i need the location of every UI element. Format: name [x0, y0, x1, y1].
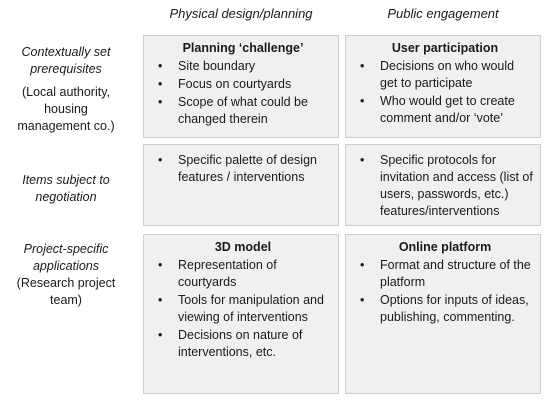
list-item-text: Format and structure of the platform — [380, 258, 531, 289]
bullet-icon: • — [158, 77, 163, 91]
list-item-text: Focus on courtyards — [178, 77, 292, 91]
cell-title: Online platform — [398, 240, 492, 254]
list-item — [356, 58, 534, 92]
row-label-line: prerequisites — [30, 62, 102, 76]
bullet-icon: • — [360, 153, 365, 167]
list-item-text: Specific palette of design features / interventions — [178, 153, 317, 184]
column-header-physical: Physical design/planning — [169, 6, 313, 21]
bullet-icon: • — [360, 59, 365, 73]
list-item-text: Scope of what could be changed therein — [178, 95, 308, 126]
row-sublabel-line: management co.) — [17, 119, 115, 133]
cell-user-participation — [345, 35, 541, 138]
list-item — [356, 93, 534, 127]
row-sublabel-line: team) — [50, 293, 82, 307]
column-header-public: Public engagement — [387, 6, 499, 21]
list-item — [154, 76, 332, 93]
list-item — [154, 327, 332, 361]
bullet-icon: • — [158, 328, 163, 342]
cell-design-palette — [143, 144, 339, 226]
row-label-line: negotiation — [35, 190, 97, 204]
list-item-text: Site boundary — [178, 59, 256, 73]
list-item — [154, 292, 332, 326]
list-item-text: Representation of courtyards — [178, 258, 277, 289]
list-item-text: Decisions on who would get to participate — [380, 59, 515, 90]
list-item-text: Who would get to create comment and/or ‘vote’ — [380, 94, 515, 125]
bullet-icon: • — [158, 153, 163, 167]
cell-3d-model — [143, 234, 339, 394]
row-label-prerequisites — [2, 44, 130, 135]
list-item-text: Options for inputs of ideas, publishing, commenting. — [380, 293, 529, 324]
bullet-icon: • — [158, 293, 163, 307]
row-label-negotiation — [2, 172, 130, 206]
list-item-text: Tools for manipulation and viewing of interventions — [178, 293, 324, 324]
list-item — [154, 94, 332, 128]
bullet-icon: • — [360, 293, 365, 307]
cell-title: 3D model — [214, 240, 272, 254]
row-label-line: Items subject to — [22, 173, 110, 187]
bullet-icon: • — [158, 258, 163, 272]
row-label-line: Contextually set — [21, 45, 111, 59]
list-item-text: Specific protocols for invitation and access (list of users, passwords, etc.) features/interventions — [380, 153, 533, 218]
bullet-icon: • — [360, 258, 365, 272]
bullet-icon: • — [158, 59, 163, 73]
bullet-icon: • — [360, 94, 365, 108]
cell-title: Planning ‘challenge’ — [182, 41, 304, 55]
row-label-line: applications — [32, 259, 99, 273]
row-label-applications — [2, 241, 130, 309]
cell-title: User participation — [391, 41, 499, 55]
list-item — [356, 152, 534, 220]
list-item — [154, 257, 332, 291]
row-label-line: Project-specific — [23, 242, 109, 256]
list-item — [356, 257, 534, 291]
cell-planning-challenge — [143, 35, 339, 138]
cell-access-protocols — [345, 144, 541, 226]
list-item — [154, 58, 332, 75]
list-item — [356, 292, 534, 326]
bullet-icon: • — [158, 95, 163, 109]
row-sublabel-line: (Local authority, — [21, 85, 110, 99]
list-item-text: Decisions on nature of interventions, etc. — [178, 328, 303, 359]
row-sublabel-line: housing — [44, 102, 88, 116]
cell-online-platform — [345, 234, 541, 394]
row-sublabel-line: (Research project — [16, 276, 116, 290]
list-item — [154, 152, 332, 186]
